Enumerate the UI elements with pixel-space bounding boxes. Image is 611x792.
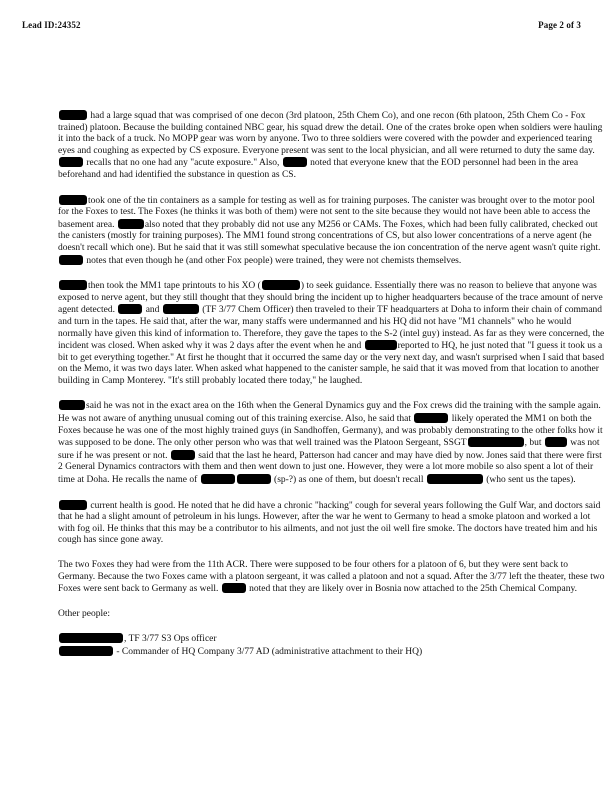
paragraph xyxy=(58,110,606,182)
text-run: (sp-?) as one of them, but doesn't recall xyxy=(271,475,426,486)
redaction-block xyxy=(201,474,235,484)
text-run: notes that even though he (and other Fox people) were trained, they were not chemists themselves. xyxy=(84,255,462,266)
redaction-block xyxy=(262,280,300,290)
paragraph xyxy=(58,560,606,596)
text-run: was not sure if he was present or not. xyxy=(58,438,600,461)
lead-id: Lead ID:24352 xyxy=(22,20,81,30)
redaction-block xyxy=(283,157,307,167)
text-run: (who sent us the tapes). xyxy=(483,475,576,486)
redaction-block xyxy=(118,219,144,229)
text-run: said that the last he heard, Patterson had cancer and may have died by now. Jones said that there were first 2 General Dynamics contractors with them and then went down to just one. However, they were a lot more mobile so also spent a lot of their time at Doha. He recalls the name of xyxy=(58,450,602,486)
other-people-list xyxy=(58,633,606,658)
redaction-block xyxy=(59,110,87,120)
paragraph xyxy=(58,400,606,486)
redaction-block xyxy=(59,255,83,265)
other-person xyxy=(58,646,606,659)
redaction-block xyxy=(414,413,448,423)
redaction-block xyxy=(59,195,87,205)
redaction-block xyxy=(59,400,85,410)
text-run: recalls that no one had any "acute exposure." Also, xyxy=(84,158,282,169)
interview-notes xyxy=(58,110,606,596)
text-run: noted that they are likely over in Bosnia now attached to the 25th Chemical Company. xyxy=(246,584,577,595)
text-run: said he was not in the exact area on the 16th when the General Dynamics guy and the Fox crews did the training with the sample again. He was not aware of anything unusual coming out of this training exercise. Also, he said that xyxy=(58,401,601,425)
text-run: ) to seek guidance. Essentially there was no reason to believe that anyone was exposed to nerve agent, but they still thought that they should bring the incident up to higher headquarters because of the trace amount of nerve agent detected. xyxy=(58,281,603,316)
paragraph xyxy=(58,280,606,387)
text-run: took one of the tin containers as a sample for testing as well as for training purposes. The canister was brought over to the motor pool for the Foxes to test. The Foxes (he thinks it was both of them) were not sent to the site because they would not have been able to access the basement area. xyxy=(58,195,595,230)
text-run: noted that everyone knew that the EOD personnel had been in the area beforehand and had identified the substance in question as CS. xyxy=(58,158,579,180)
text-run: reported to HQ, he just noted that "I guess it took us a bit to get everything together." At first he thought that it occurred the same day or the very next day, and wasn't surprised when I said that based on the Memo, it was two days later. When asked what happened to the canister sample, he said that it was moved from that location to another building in Camp Monterey. "It's still probably located there today," he laughed. xyxy=(58,341,605,386)
text-run: also noted that they probably did not use any M256 or CAMs. The Foxes, which had been fully calibrated, checked out the canisters (mostly for training purposes). The MM1 found strong concentrations of CS, but also lower concentrations of a nerve agent (he doesn't recall which one). But he said that it was still somewhat speculative because the ion concentration of the nerve agent wasn't quite right. xyxy=(58,219,601,253)
document-body xyxy=(58,110,606,659)
page-number: Page 2 of 3 xyxy=(538,20,581,30)
other-person xyxy=(58,633,606,646)
redaction-block xyxy=(222,583,246,593)
text-run: The two Foxes they had were from the 11th ACR. There were supposed to be four others for a platoon of 6, but they were sent back to Germany. Because the two Foxes came with a platoon sergeant, it was called a platoon and not a squad. After the 3/77 left the theater, these two Foxes were sent back to Germany as well. xyxy=(58,560,605,595)
redaction-block xyxy=(59,500,87,510)
text-run: , TF 3/77 S3 Ops officer xyxy=(124,634,217,645)
redaction-block xyxy=(59,280,87,290)
text-run: then took the MM1 tape printouts to his XO ( xyxy=(88,281,261,292)
redaction-block xyxy=(59,157,83,167)
redaction-block xyxy=(468,437,524,447)
text-run: - Commander of HQ Company 3/77 AD (administrative attachment to their HQ) xyxy=(114,646,423,657)
text-run: , but xyxy=(524,438,544,449)
redaction-block xyxy=(427,474,483,484)
redaction-block xyxy=(118,304,142,314)
other-people-heading: Other people: xyxy=(58,608,110,619)
other-people-section xyxy=(58,609,606,659)
redaction-block xyxy=(163,304,199,314)
text-run: (TF 3/77 Chem Officer) then traveled to their TF headquarters at Doha to inform their chain of command and turn in the tapes. He said that, after the war, many staffs were undermanned and his HQ did not have "M1 channels" who he would normally have given this kind of information to. Therefore, they gave the tapes to the S-2 (intel guy) instead. As far as they were concerned, the incident was closed. When asked why it was 2 days after the event when he and xyxy=(58,305,605,352)
paragraph xyxy=(58,500,606,547)
redaction-block xyxy=(171,450,195,460)
text-run: had a large squad that was comprised of one decon (3rd platoon, 25th Chem Co), and one recon (6th platoon, 25th Chem Co - Fox trained) platoon. Because the building contained NBC gear, his squad drew the detail. One of the crates broke open when soldiers were hauling it into the back of a truck. No MOPP gear was worn by anyone. Two to three soldiers were covered with the powder and experienced tearing eyes and coughing as expected by CS exposure. Everyone present was sent to the local physician, and all were returned to duty the same day. xyxy=(58,111,603,156)
redaction-block xyxy=(59,633,123,643)
paragraph xyxy=(58,195,606,268)
redaction-block xyxy=(237,474,271,484)
text-run: and xyxy=(143,305,162,316)
text-run: likely operated the MM1 on both the Foxes because he was one of the most highly trained guys (in Sandhoffen, Germany), and was probably demonstrating to the other folks how it was supposed to be done. The only other person who was that well trained was the Platoon Sergeant, SSGT xyxy=(58,414,603,449)
redaction-block xyxy=(365,340,397,350)
redaction-block xyxy=(545,437,567,447)
redaction-block xyxy=(59,646,113,656)
text-run: current health is good. He noted that he did have a chronic "hacking" cough for several years following the Gulf War, and doctors said that he had a slight amount of petroleum in his lungs. However, after the war he went to Germany to head a smoke platoon and worked a lot with fog oil. He thinks that this may be a contributor to his ailments, and not just the oil well fire smoke. The doctors have treated him and his cough has since gone away. xyxy=(58,500,601,546)
